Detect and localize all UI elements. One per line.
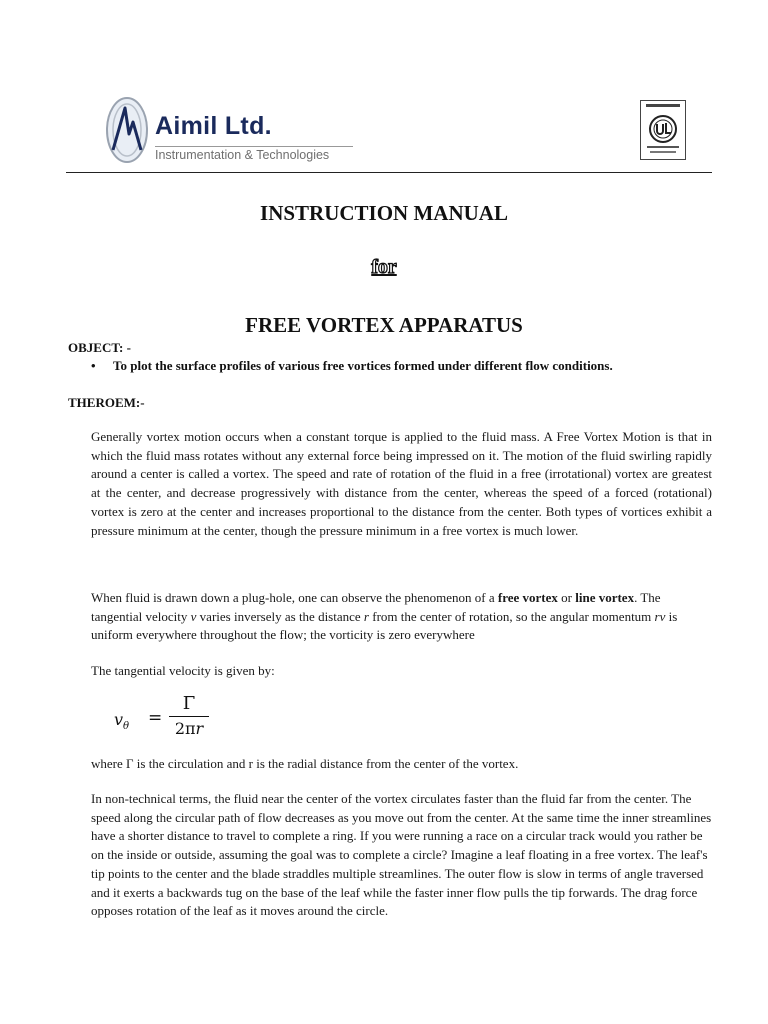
aimil-logo-icon	[103, 94, 151, 166]
theory-paragraph-1: Generally vortex motion occurs when a constant torque is applied to the fluid mass. A Free Vortex Motion is that in which the fluid mass rotates without any external force being impressed on it. The motion of the fluid swirling rapidly around a center is called a vortex. The speed and rate of rotation of the fluid in a free (irrotational) vortex are greatest at the center, and decrease progressively with distance from the center, whereas the speed of a forced (rotational) vortex is zero at the center and increases proportional to the distance from the center. Both types of vortices exhibit a pressure minimum at the center, though the pressure minimum in a free vortex is much lower.	[91, 429, 712, 538]
company-logo	[103, 94, 363, 166]
theory-paragraph-2: When fluid is drawn down a plug-hole, one can observe the phenomenon of a free vortex or line vortex. The tangential velocity v varies inversely as the distance r from the center of rotation, so the angular momentum rv is uniform everywhere throughout the flow; the vorticity is zero everywhere	[91, 590, 678, 643]
header-divider	[66, 172, 712, 173]
bullet-icon: •	[91, 358, 96, 373]
theory-paragraph-4: where Γ is the circulation and r is the radial distance from the center of the vortex.	[91, 756, 519, 771]
object-text: To plot the surface profiles of various free vortices formed under different flow conditions.	[113, 358, 613, 373]
theory-paragraph-5: In non-technical terms, the fluid near the center of the vortex circulates faster than the fluid far from the center. The speed along the circular path of flow decreases as you move out from the center. At the same time the inner streamlines have a shorter distance to travel to complete a ring. If you were running a race on a circular track would you rather be on the inside or outside, assuming the goal was to complete a circle? Imagine a leaf floating in a free vortex. The leaf's tip points to the center and the blade straddles multiple streamlines. The outer flow is slow in terms of angle traversed and it exerts a backwards tug on the base of the leaf while the faster inner flow pulls the tip forwards. The drag force opposes rotation of the leaf as it moves around the circle.	[91, 791, 712, 919]
object-heading: OBJECT: -	[68, 340, 131, 355]
theory-paragraph-3: The tangential velocity is given by:	[91, 663, 275, 678]
product-title: FREE VORTEX APPARATUS	[245, 313, 523, 337]
theory-heading: THEROEM:-	[68, 395, 145, 410]
document-title: INSTRUCTION MANUAL	[260, 201, 508, 225]
ul-certification-icon	[641, 101, 685, 159]
title-for: for	[371, 256, 397, 278]
certification-badge	[640, 100, 686, 160]
page-header	[66, 94, 712, 172]
brand-tagline: Instrumentation & Technologies	[155, 146, 353, 162]
brand-name: Aimil Ltd.	[155, 112, 272, 140]
